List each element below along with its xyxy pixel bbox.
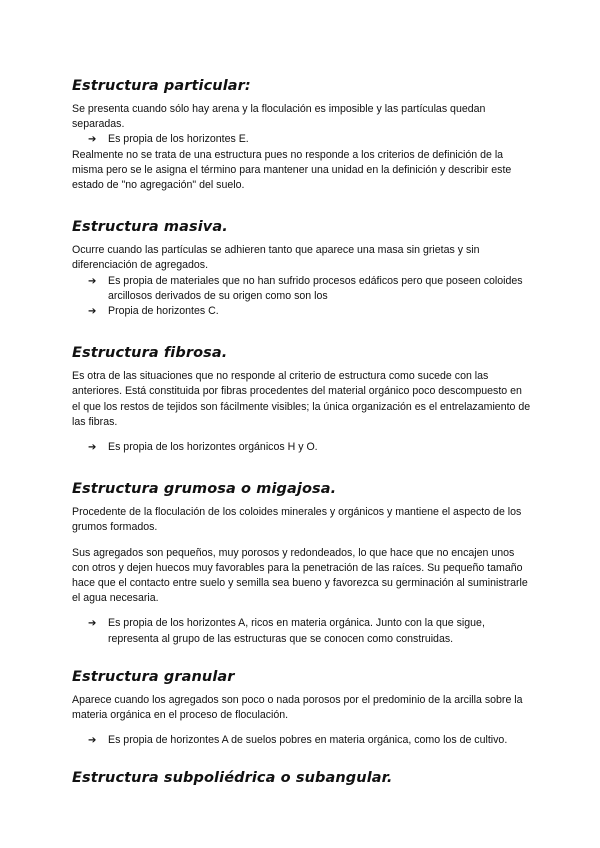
bullet-list — [72, 132, 532, 147]
bullet-list — [72, 440, 532, 455]
section-intro: Es otra de las situaciones que no responde al criterio de estructura como sucede con las anteriores. Está constituida por fibras procedentes del material orgánico poco descompuesto en el que los restos de tejidos son fácilmente visibles; la única organización es el entrelazamiento de las fibras. — [72, 370, 531, 428]
document-body — [72, 76, 532, 802]
bullet-list — [72, 733, 532, 748]
section-title: Estructura subpoliédrica o subangular. — [72, 770, 393, 787]
arrow-icon: ➔ — [88, 306, 97, 318]
arrow-icon: ➔ — [88, 134, 97, 146]
arrow-icon: ➔ — [88, 618, 97, 630]
section-particular — [72, 76, 532, 193]
section-title: Estructura granular — [72, 668, 235, 685]
arrow-icon: ➔ — [88, 735, 97, 747]
section-paragraph: Sus agregados son pequeños, muy porosos y redondeados, lo que hace que no encajen unos con otros y dejen huecos muy favorables para la penetración de las raíces. Su pequeño tamaño hace que el contacto entre suelo y semilla sea bueno y favorezca su germinación al suministrarle el agua necesaria. — [72, 546, 528, 605]
list-item: ➔ Es propia de horizontes A de suelos pobres en materia orgánica, como los de cultivo. — [72, 733, 532, 748]
section-title: Estructura fibrosa. — [72, 345, 228, 362]
section-masiva — [72, 217, 532, 319]
bullet-list — [72, 616, 532, 646]
arrow-icon: ➔ — [88, 442, 97, 454]
list-item: ➔ Es propia de los horizontes E. — [72, 132, 532, 147]
list-item: ➔ Es propia de materiales que no han sufrido procesos edáficos pero que poseen coloides arcillosos derivados de su origen como son los — [88, 274, 523, 302]
list-item: ➔ Es propia de los horizontes A, ricos en materia orgánica. Junto con la que sigue, representa al grupo de las estructuras que se conocen como construidas. — [88, 617, 485, 645]
bullet-list — [72, 274, 532, 320]
arrow-icon: ➔ — [88, 275, 97, 287]
section-title: Estructura grumosa o migajosa. — [72, 481, 337, 498]
list-item: ➔ Es propia de los horizontes orgánicos H y O. — [72, 440, 532, 455]
list-item: ➔ Propia de horizontes C. — [72, 304, 532, 319]
section-intro: Se presenta cuando sólo hay arena y la floculación es imposible y las partículas quedan separadas. — [72, 103, 486, 131]
section-intro: Aparece cuando los agregados son poco o nada porosos por el predominio de la arcilla sobre la materia orgánica en el proceso de floculación. — [72, 693, 523, 722]
section-grumosa — [72, 479, 532, 647]
section-fibrosa — [72, 343, 532, 455]
section-intro: Ocurre cuando las partículas se adhieren tanto que aparece una masa sin grietas y sin diferenciación de agregados. — [72, 244, 480, 272]
section-title: Estructura particular: — [72, 78, 251, 94]
section-title: Estructura masiva. — [72, 219, 228, 236]
section-granular — [72, 667, 532, 749]
section-note: Realmente no se trata de una estructura pues no responde a los criterios de definición de la misma pero se le asigna el término para mantener una unidad en la definición y describir este estado de "no agregación" del suelo. — [72, 148, 512, 192]
section-subpoliedrica — [72, 768, 532, 788]
section-intro: Procedente de la floculación de los coloides minerales y orgánicos y mantiene el aspecto de los grumos formados. — [72, 506, 522, 534]
